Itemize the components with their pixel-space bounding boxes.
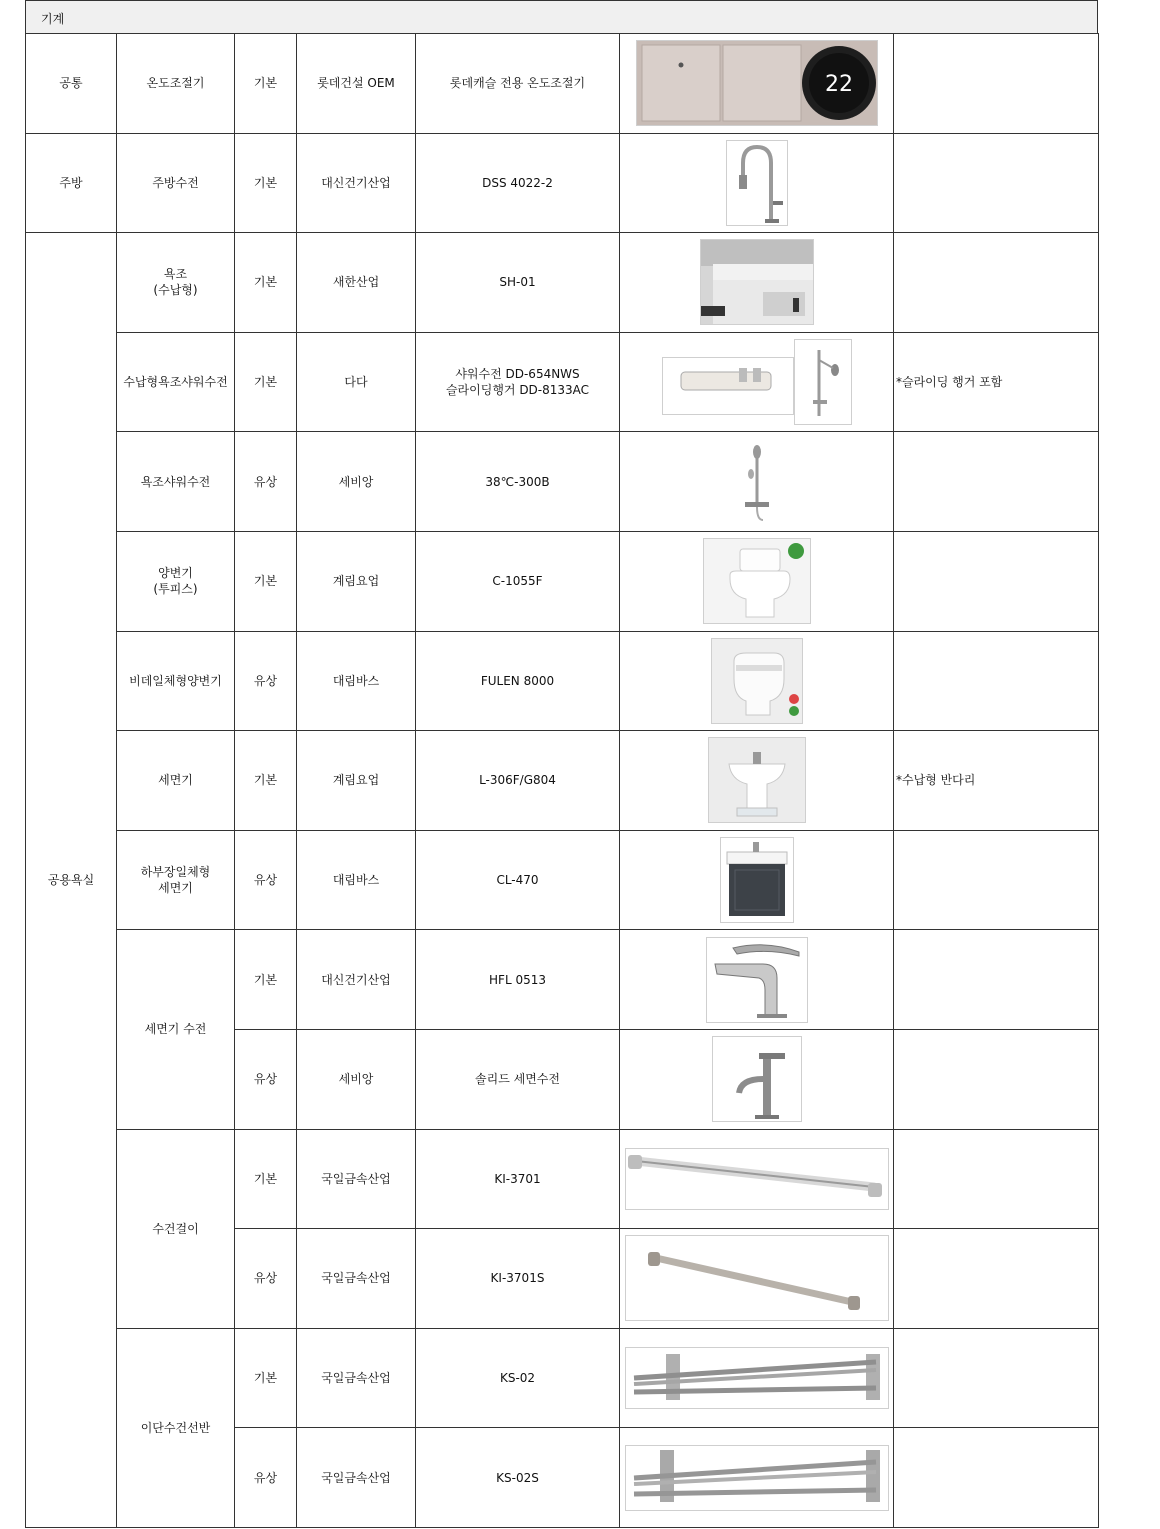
photo-cell [620, 233, 894, 333]
maker-cell: 국일금속산업 [297, 1129, 416, 1229]
maker-cell: 롯데건설 OEM [297, 34, 416, 134]
photo-cell [620, 1129, 894, 1229]
note-cell [894, 1129, 1099, 1229]
photo-cell [620, 1029, 894, 1129]
model-cell: L-306F/G804 [416, 731, 620, 831]
table-row [26, 631, 1099, 731]
shower-column-icon [737, 440, 777, 524]
maker-cell: 대신건기산업 [297, 930, 416, 1030]
maker-cell: 새한산업 [297, 233, 416, 333]
photo-cell [620, 133, 894, 233]
note-cell [894, 1029, 1099, 1129]
item-cell: 하부장일체형 세면기 [117, 830, 235, 930]
grade-cell: 유상 [235, 1428, 297, 1528]
section-header [25, 0, 1098, 34]
note-cell [894, 1229, 1099, 1329]
grade-cell: 기본 [235, 930, 297, 1030]
maker-cell: 다다 [297, 332, 416, 432]
note-cell [894, 631, 1099, 731]
thermostat-panel-icon [636, 40, 878, 126]
note-cell: *수납형 반다리 [894, 731, 1099, 831]
photo-cell [620, 432, 894, 532]
maker-cell: 국일금속산업 [297, 1328, 416, 1428]
maker-cell: 세비앙 [297, 432, 416, 532]
table-row [26, 531, 1099, 631]
towel-shelf-icon [625, 1347, 889, 1409]
maker-cell: 대신건기산업 [297, 133, 416, 233]
note-cell [894, 133, 1099, 233]
equipment-table [25, 33, 1099, 1528]
towel-bar-icon [625, 1148, 889, 1210]
vanity-basin-icon [720, 837, 794, 923]
model-cell: DSS 4022-2 [416, 133, 620, 233]
photo-cell [620, 531, 894, 631]
model-cell: 38℃-300B [416, 432, 620, 532]
note-cell [894, 432, 1099, 532]
kitchen-faucet-icon [726, 140, 788, 226]
towel-shelf-satin-icon [625, 1445, 889, 1511]
grade-cell: 기본 [235, 731, 297, 831]
note-cell [894, 930, 1099, 1030]
item-cell: 주방수전 [117, 133, 235, 233]
toilet-icon [703, 538, 811, 624]
photo-cell [620, 332, 894, 432]
note-cell [894, 1428, 1099, 1528]
photo-cell [620, 631, 894, 731]
table-row [26, 133, 1099, 233]
thermostat-display: 22 [824, 72, 853, 98]
photo-cell [620, 1229, 894, 1329]
grade-cell: 유상 [235, 432, 297, 532]
grade-cell: 기본 [235, 531, 297, 631]
grade-cell: 기본 [235, 1328, 297, 1428]
table-row [26, 34, 1099, 134]
table-row [26, 830, 1099, 930]
table-row [26, 432, 1099, 532]
maker-cell: 국일금속산업 [297, 1229, 416, 1329]
note-cell [894, 1328, 1099, 1428]
tub-shower-faucet-icon [662, 339, 852, 425]
item-cell: 비데일체형양변기 [117, 631, 235, 731]
bathtub-icon [700, 239, 814, 325]
item-cell: 수납형욕조샤워수전 [117, 332, 235, 432]
photo-cell [620, 930, 894, 1030]
item-cell: 수건걸이 [117, 1129, 235, 1328]
grade-cell: 유상 [235, 1029, 297, 1129]
grade-cell: 기본 [235, 133, 297, 233]
zone-cell: 공용욕실 [26, 233, 117, 1528]
model-cell: C-1055F [416, 531, 620, 631]
basin-faucet-icon [706, 937, 808, 1023]
note-cell [894, 34, 1099, 134]
table-row [26, 1328, 1099, 1428]
grade-cell: 유상 [235, 631, 297, 731]
maker-cell: 대림바스 [297, 830, 416, 930]
item-cell: 세면기 수전 [117, 930, 235, 1129]
grade-cell: 기본 [235, 332, 297, 432]
item-cell: 세면기 [117, 731, 235, 831]
solid-basin-faucet-icon [712, 1036, 802, 1122]
model-cell: FULEN 8000 [416, 631, 620, 731]
maker-cell: 세비앙 [297, 1029, 416, 1129]
grade-cell: 기본 [235, 1129, 297, 1229]
note-cell [894, 233, 1099, 333]
table-row [26, 332, 1099, 432]
maker-cell: 대림바스 [297, 631, 416, 731]
model-cell: SH-01 [416, 233, 620, 333]
washbasin-icon [708, 737, 806, 823]
table-row [26, 233, 1099, 333]
model-cell: HFL 0513 [416, 930, 620, 1030]
grade-cell: 유상 [235, 1229, 297, 1329]
item-cell: 욕조샤워수전 [117, 432, 235, 532]
photo-cell [620, 34, 894, 134]
photo-cell [620, 731, 894, 831]
maker-cell: 국일금속산업 [297, 1428, 416, 1528]
model-cell: 롯데캐슬 전용 온도조절기 [416, 34, 620, 134]
table-row [26, 731, 1099, 831]
photo-cell [620, 830, 894, 930]
note-cell [894, 830, 1099, 930]
item-cell: 온도조절기 [117, 34, 235, 134]
section-title: 기계 [41, 12, 65, 26]
item-cell: 욕조 (수납형) [117, 233, 235, 333]
table-row [26, 930, 1099, 1030]
model-cell: KS-02S [416, 1428, 620, 1528]
zone-cell: 주방 [26, 133, 117, 233]
model-cell: 솔리드 세면수전 [416, 1029, 620, 1129]
maker-cell: 계림요업 [297, 731, 416, 831]
model-cell: KS-02 [416, 1328, 620, 1428]
note-cell [894, 531, 1099, 631]
model-cell: CL-470 [416, 830, 620, 930]
bidet-toilet-icon [711, 638, 803, 724]
zone-cell: 공통 [26, 34, 117, 134]
item-cell: 양변기 (투피스) [117, 531, 235, 631]
model-cell: KI-3701S [416, 1229, 620, 1329]
grade-cell: 유상 [235, 830, 297, 930]
photo-cell [620, 1328, 894, 1428]
item-cell: 이단수건선반 [117, 1328, 235, 1527]
grade-cell: 기본 [235, 233, 297, 333]
table-row [26, 1129, 1099, 1229]
note-cell: *슬라이딩 행거 포함 [894, 332, 1099, 432]
towel-bar-satin-icon [625, 1235, 889, 1321]
grade-cell: 기본 [235, 34, 297, 134]
model-cell: KI-3701 [416, 1129, 620, 1229]
photo-cell [620, 1428, 894, 1528]
model-cell: 샤워수전 DD-654NWS 슬라이딩행거 DD-8133AC [416, 332, 620, 432]
maker-cell: 계림요업 [297, 531, 416, 631]
